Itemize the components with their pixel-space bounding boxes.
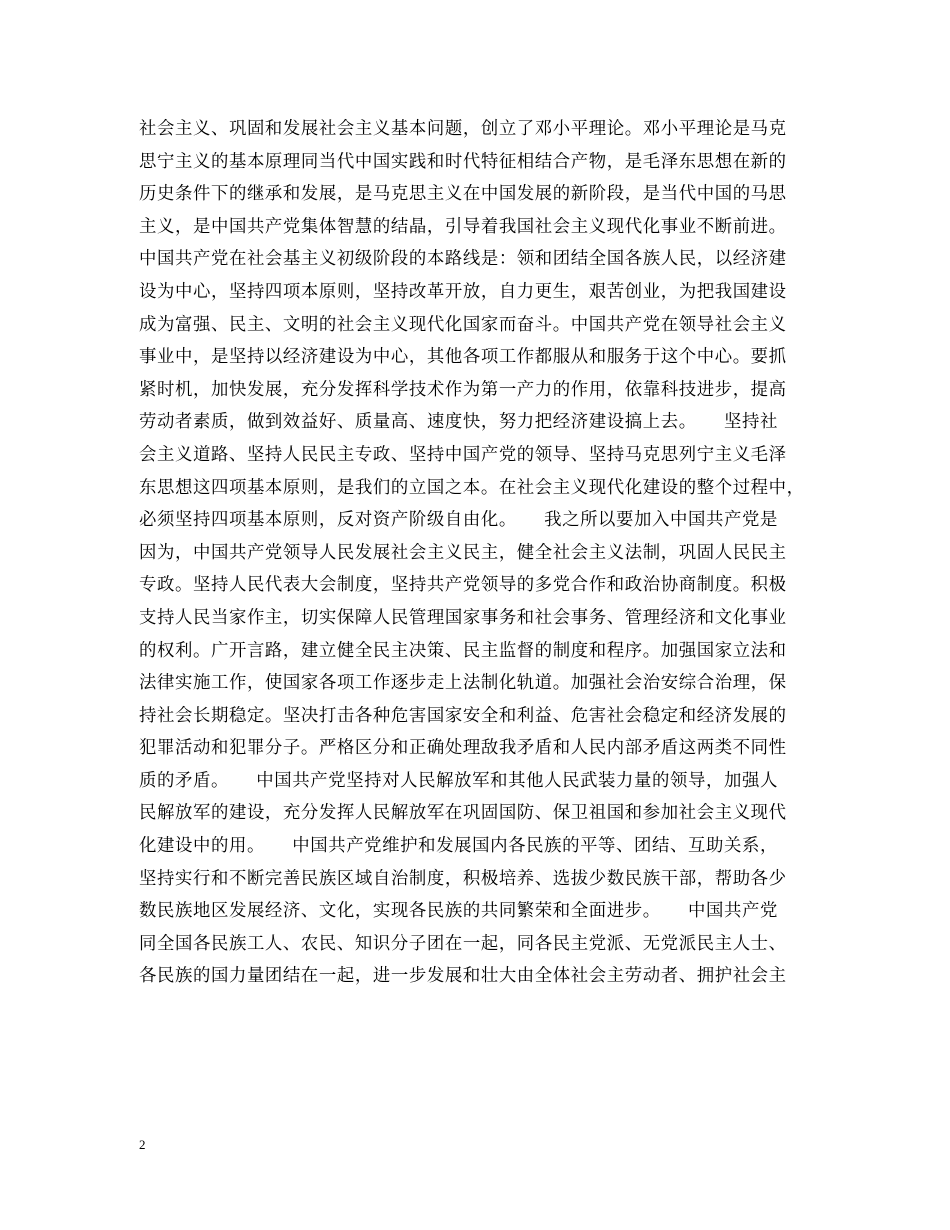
text-line: 设为中心，坚持四项本原则，坚持改革开放，自力更生，艰苦创业，为把我国建设 — [139, 281, 787, 302]
text-line: 事业中，是坚持以经济建设为中心，其他各项工作都服从和服务于这个中心。要抓 — [139, 347, 787, 368]
text-line: 东思想这四项基本原则，是我们的立国之本。在社会主义现代化建设的整个过程中， — [139, 477, 805, 498]
text-line: 法律实施工作，使国家各项工作逐步走上法制化轨道。加强社会治安综合治理，保 — [139, 673, 787, 694]
text-line: 劳动者素质，做到效益好、质量高、速度快，努力把经济建设搞上去。 坚持社 — [139, 412, 778, 433]
text-line: 成为富强、民主、文明的社会主义现代化国家而奋斗。中国共产党在领导社会主义 — [139, 314, 787, 335]
text-line: 的权利。广开言路，建立健全民主决策、民主监督的制度和程序。加强国家立法和 — [139, 640, 787, 661]
text-line: 各民族的国力量团结在一起，进一步发展和壮大由全体社会主劳动者、拥护社会主 — [139, 966, 787, 987]
text-line: 持社会长期稳定。坚决打击各种危害国家安全和利益、危害社会稳定和经济发展的 — [139, 705, 787, 726]
text-line: 思宁主义的基本原理同当代中国实践和时代特征相结合产物，是毛泽东思想在新的 — [139, 151, 787, 172]
text-line: 紧时机，加快发展，充分发挥科学技术作为第一产力的作用，依靠科技进步，提高 — [139, 379, 787, 400]
text-line: 社会主义、巩固和发展社会主义基本问题，创立了邓小平理论。邓小平理论是马克 — [139, 119, 787, 139]
text-line: 专政。坚持人民代表大会制度，坚持共产党领导的多党合作和政治协商制度。积极 — [139, 575, 787, 596]
text-line: 同全国各民族工人、农民、知识分子团在一起，同各民主党派、无党派民主人士、 — [139, 933, 787, 954]
body-text — [139, 113, 829, 993]
text-line: 支持人民当家作主，切实保障人民管理国家事务和社会事务、管理经济和文化事业 — [139, 607, 787, 628]
text-line: 坚持实行和不断完善民族区域自治制度，积极培养、选拔少数民族干部，帮助各少 — [139, 868, 787, 889]
text-line: 化建设中的用。 中国共产党维护和发展国内各民族的平等、团结、互助关系， — [139, 836, 778, 857]
text-line: 必须坚持四项基本原则，反对资产阶级自由化。 我之所以要加入中国共产党是 — [139, 510, 778, 531]
page-number: 2 — [139, 1137, 146, 1152]
text-line: 犯罪活动和犯罪分子。严格区分和正确处理敌我矛盾和人民内部矛盾这两类不同性 — [139, 738, 787, 759]
text-line: 民解放军的建设，充分发挥人民解放军在巩固国防、保卫祖国和参加社会主义现代 — [139, 803, 787, 824]
text-line: 主义，是中国共产党集体智慧的结晶，引导着我国社会主义现代化事业不断前进。 — [139, 216, 787, 237]
text-line: 中国共产党在社会基主义初级阶段的本路线是：领和团结全国各族人民，以经济建 — [139, 249, 787, 270]
text-line: 历史条件下的继承和发展，是马克思主义在中国发展的新阶段，是当代中国的马思 — [139, 184, 787, 205]
text-line: 会主义道路、坚持人民民主专政、坚持中国产党的领导、坚持马克思列宁主义毛泽 — [139, 444, 787, 465]
text-line: 质的矛盾。 中国共产党坚持对人民解放军和其他人民武装力量的领导，加强人 — [139, 770, 778, 791]
text-line: 数民族地区发展经济、文化，实现各民族的共同繁荣和全面进步。 中国共产党 — [139, 901, 778, 922]
text-line: 因为，中国共产党领导人民发展社会主义民主，健全社会主义法制，巩固人民民主 — [139, 542, 787, 563]
